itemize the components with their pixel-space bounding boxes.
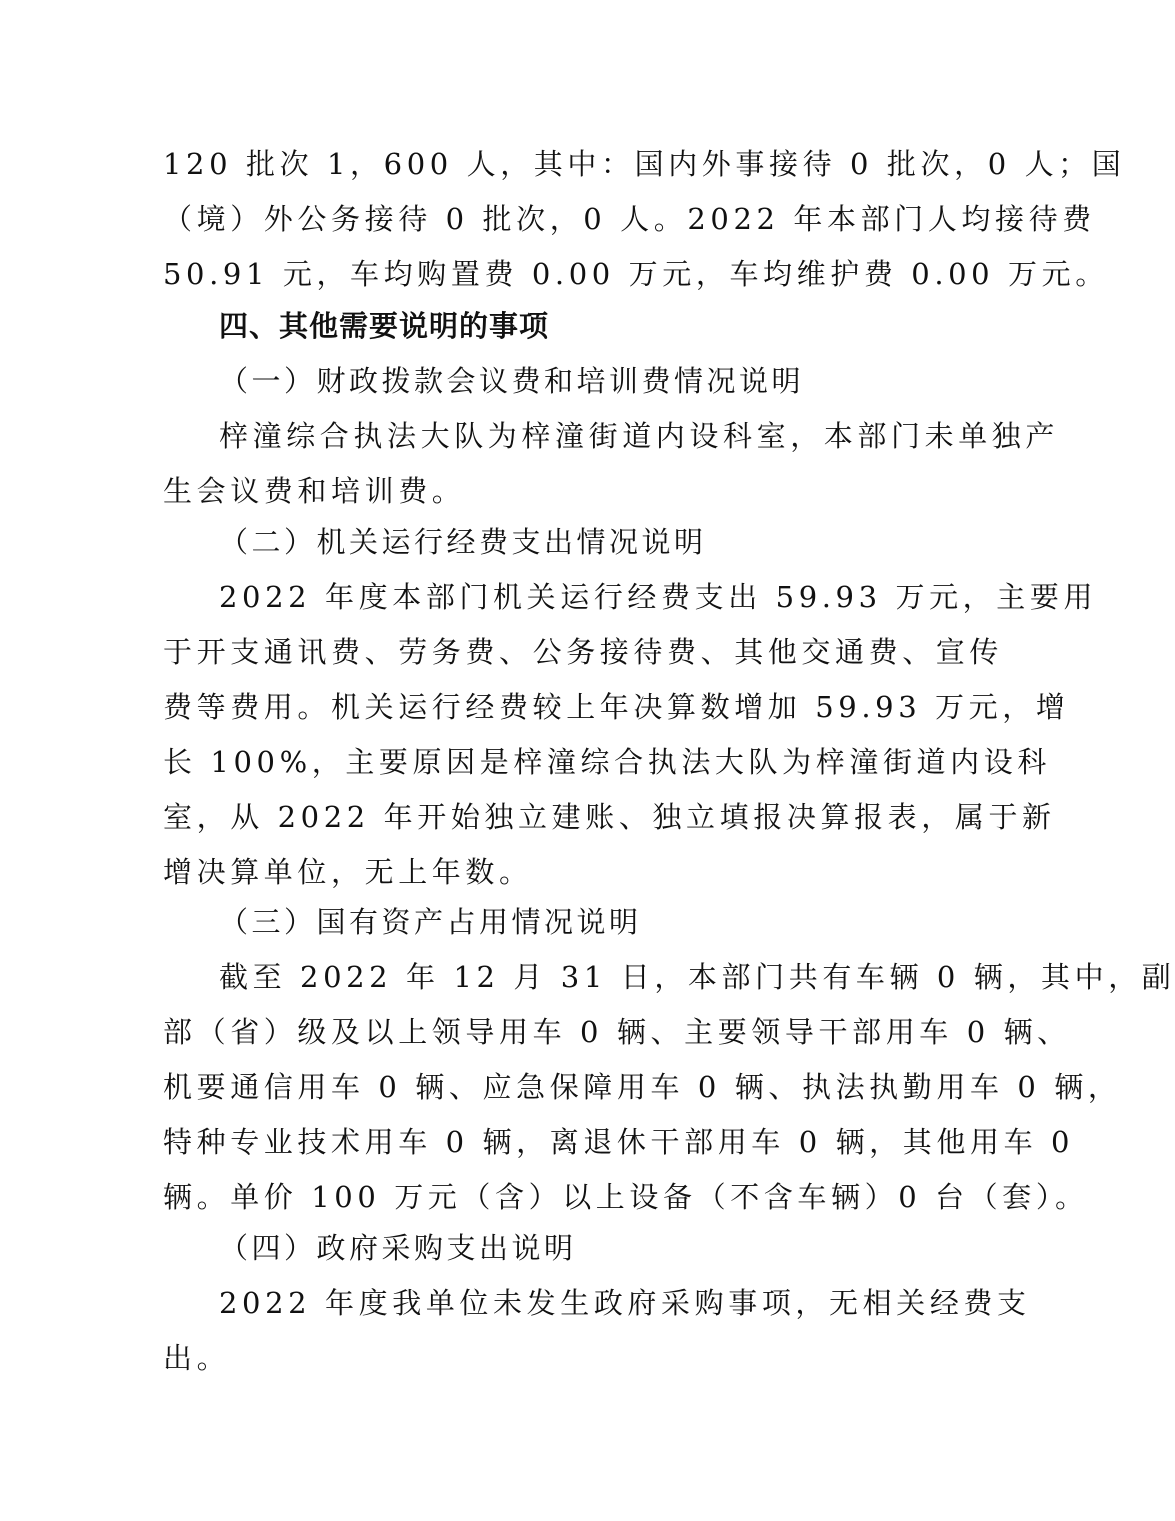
section-heading: 四、其他需要说明的事项 <box>219 309 550 343</box>
subsection-heading: （一）财政拨款会议费和培训费情况说明 <box>219 364 805 398</box>
subsection-heading: （二）机关运行经费支出情况说明 <box>219 525 707 559</box>
paragraph-line: 费等费用。机关运行经费较上年决算数增加 59.93 万元，增 <box>163 690 1070 724</box>
paragraph-line: 长 100%，主要原因是梓潼综合执法大队为梓潼街道内设科 <box>163 745 1051 779</box>
paragraph-line: 出。 <box>163 1341 231 1375</box>
paragraph-line: 辆。单价 100 万元（含）以上设备（不含车辆）0 台（套）。 <box>163 1180 1089 1214</box>
paragraph-line: 2022 年度本部门机关运行经费支出 59.93 万元，主要用 <box>219 580 1098 614</box>
subsection-heading: （四）政府采购支出说明 <box>219 1231 577 1265</box>
paragraph-line: 机要通信用车 0 辆、应急保障用车 0 辆、执法执勤用车 0 辆， <box>163 1070 1122 1104</box>
paragraph-line: 截至 2022 年 12 月 31 日，本部门共有车辆 0 辆，其中，副 <box>219 960 1175 994</box>
paragraph-line: 特种专业技术用车 0 辆，离退休干部用车 0 辆，其他用车 0 <box>163 1125 1075 1159</box>
paragraph-line: 120 批次 1，600 人，其中：国内外事接待 0 批次，0 人；国 <box>163 147 1126 181</box>
paragraph-line: 增决算单位，无上年数。 <box>163 855 533 889</box>
paragraph-line: 部（省）级及以上领导用车 0 辆、主要领导干部用车 0 辆、 <box>163 1015 1071 1049</box>
paragraph-line: 梓潼综合执法大队为梓潼街道内设科室，本部门未单独产 <box>219 419 1060 453</box>
paragraph-line: （境）外公务接待 0 批次，0 人。2022 年本部门人均接待费 <box>163 202 1096 236</box>
paragraph-line: 50.91 元，车均购置费 0.00 万元，车均维护费 0.00 万元。 <box>163 257 1109 291</box>
paragraph-line: 生会议费和培训费。 <box>163 474 466 508</box>
subsection-heading: （三）国有资产占用情况说明 <box>219 905 642 939</box>
paragraph-line: 室，从 2022 年开始独立建账、独立填报决算报表，属于新 <box>163 800 1056 834</box>
paragraph-line: 2022 年度我单位未发生政府采购事项，无相关经费支 <box>219 1286 1031 1320</box>
paragraph-line: 于开支通讯费、劳务费、公务接待费、其他交通费、宣传 <box>163 635 1004 669</box>
